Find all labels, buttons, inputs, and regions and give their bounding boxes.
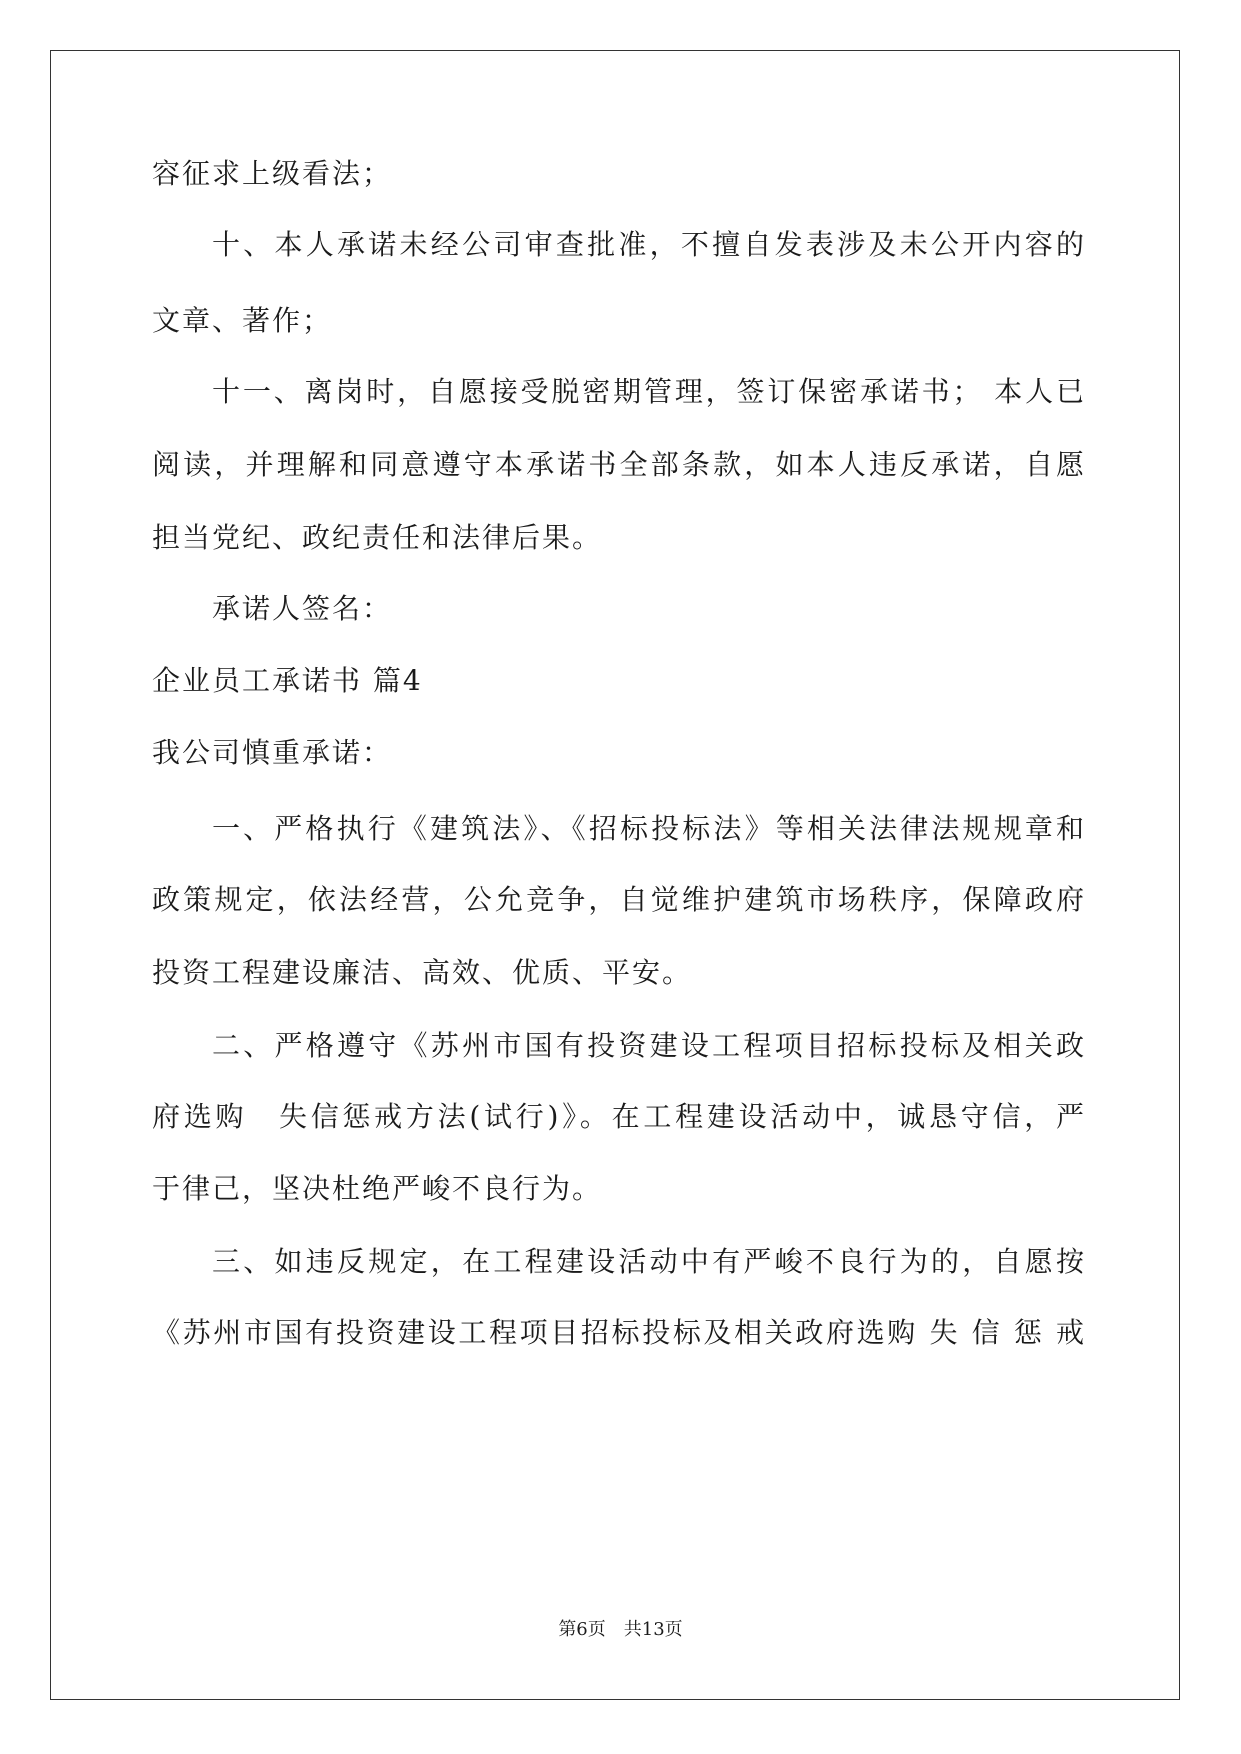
paragraph-line: 《苏州市国有投资建设工程项目招标投标及相关政府选购 失 信 惩 戒 <box>152 1316 1086 1349</box>
section-heading: 企业员工承诺书 篇4 <box>152 664 423 697</box>
paragraph-line: 政策规定，依法经营，公允竞争，自觉维护建筑市场秩序，保障政府 <box>152 883 1086 916</box>
signature-label: 承诺人签名： <box>212 592 393 625</box>
paragraph-line: 于律己，坚决杜绝严峻不良行为。 <box>152 1172 603 1205</box>
paragraph-line: 一、严格执行《建筑法》、《招标投标法》等相关法律法规规章和 <box>212 812 1086 845</box>
paragraph-line: 二、严格遵守《苏州市国有投资建设工程项目招标投标及相关政 <box>212 1029 1086 1062</box>
paragraph-line: 容征求上级看法； <box>152 157 393 190</box>
paragraph-line: 十一、离岗时，自愿接受脱密期管理，签订保密承诺书； 本人已 <box>212 375 1086 408</box>
paragraph-line: 阅读，并理解和同意遵守本承诺书全部条款，如本人违反承诺，自愿 <box>152 448 1086 481</box>
paragraph-line: 担当党纪、政纪责任和法律后果。 <box>152 521 603 554</box>
page-border <box>50 50 1180 1700</box>
paragraph-line: 投资工程建设廉洁、高效、优质、平安。 <box>152 956 693 989</box>
paragraph-line: 三、如违反规定，在工程建设活动中有严峻不良行为的，自愿按 <box>212 1245 1086 1278</box>
page-number-footer: 第6页 共13页 <box>558 1619 683 1640</box>
paragraph-line: 文章、著作； <box>152 304 333 337</box>
paragraph-line: 十、本人承诺未经公司审查批准，不擅自发表涉及未公开内容的 <box>212 228 1086 261</box>
paragraph-line: 府选购 失信惩戒方法(试行)》。在工程建设活动中，诚恳守信，严 <box>152 1100 1086 1133</box>
paragraph-line: 我公司慎重承诺： <box>152 736 393 769</box>
